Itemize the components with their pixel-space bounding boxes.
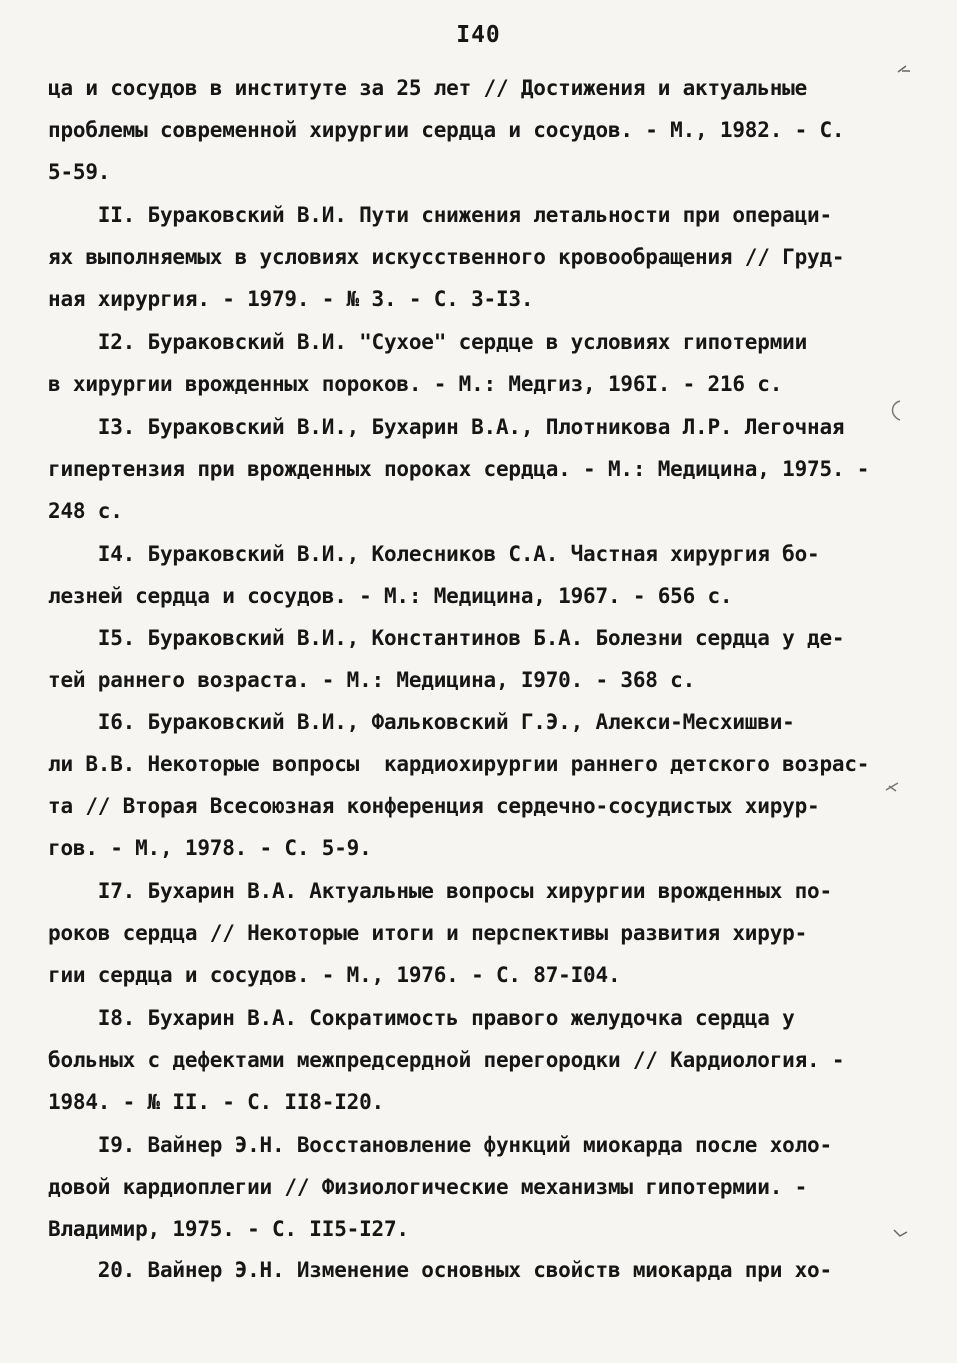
reference-entry-start: I5. Бураковский В.И., Константинов Б.А. Болезни сердца у де- (48, 626, 845, 650)
text-line: в хирургии врожденных пороков. - М.: Медгиз, 196I. - 216 с. (48, 372, 783, 396)
reference-entry-start: I2. Бураковский В.И. "Сухое" сердце в условиях гипотермии (48, 330, 808, 354)
text-line: тей раннего возраста. - М.: Медицина, I970. - 368 с. (48, 668, 696, 692)
reference-entry-start: I4. Бураковский В.И., Колесников С.А. Частная хирургия бо- (48, 542, 820, 566)
text-line: 1984. - № II. - С. II8-I20. (48, 1090, 384, 1114)
scan-mark-icon (884, 780, 902, 794)
reference-entry-start: I6. Бураковский В.И., Фальковский Г.Э., Алекси-Месхишви- (48, 710, 795, 734)
reference-entry-start: I7. Бухарин В.А. Актуальные вопросы хирургии врожденных по- (48, 879, 832, 903)
page-number: I40 (456, 22, 501, 48)
text-line: Владимир, 1975. - С. II5-I27. (48, 1217, 409, 1241)
text-line: та // Вторая Всесоюзная конференция сердечно-сосудистых хирур- (48, 794, 820, 818)
reference-entry-start: 20. Вайнер Э.Н. Изменение основных свойств миокарда при хо- (48, 1258, 832, 1282)
text-line: 248 с. (48, 499, 123, 523)
text-line: гипертензия при врожденных пороках сердца. - М.: Медицина, 1975. - (48, 457, 870, 481)
text-line: больных с дефектами межпредсердной перегородки // Кардиология. - (48, 1048, 845, 1072)
scan-mark-icon (896, 62, 912, 76)
reference-entry-start: I9. Вайнер Э.Н. Восстановление функций миокарда после холо- (48, 1133, 832, 1157)
text-line: 5-59. (48, 160, 111, 184)
text-line: роков сердца // Некоторые итоги и перспективы развития хирур- (48, 921, 808, 945)
reference-entry-start: I8. Бухарин В.А. Сократимость правого желудочка сердца у (48, 1006, 795, 1030)
text-line: гов. - М., 1978. - С. 5-9. (48, 836, 372, 860)
text-line: ца и сосудов в институте за 25 лет // Достижения и актуальные (48, 76, 808, 100)
text-line: ли В.В. Некоторые вопросы кардиохирургии раннего детского возрас- (48, 752, 870, 776)
text-line: ная хирургия. - 1979. - № 3. - С. 3-I3. (48, 287, 534, 311)
reference-entry-start: II. Бураковский В.И. Пути снижения летальности при операци- (48, 203, 832, 227)
scan-mark-icon (886, 398, 904, 424)
reference-entry-start: I3. Бураковский В.И., Бухарин В.А., Плотникова Л.Р. Легочная (48, 415, 845, 439)
text-line: проблемы современной хирургии сердца и сосудов. - М., 1982. - С. (48, 118, 845, 142)
text-line: гии сердца и сосудов. - М., 1976. - С. 87-I04. (48, 963, 621, 987)
scan-mark-icon (892, 1226, 910, 1240)
text-line: довой кардиоплегии // Физиологические механизмы гипотермии. - (48, 1175, 808, 1199)
text-line: лезней сердца и сосудов. - М.: Медицина, 1967. - 656 с. (48, 584, 733, 608)
text-line: ях выполняемых в условиях искусственного кровообращения // Груд- (48, 245, 845, 269)
